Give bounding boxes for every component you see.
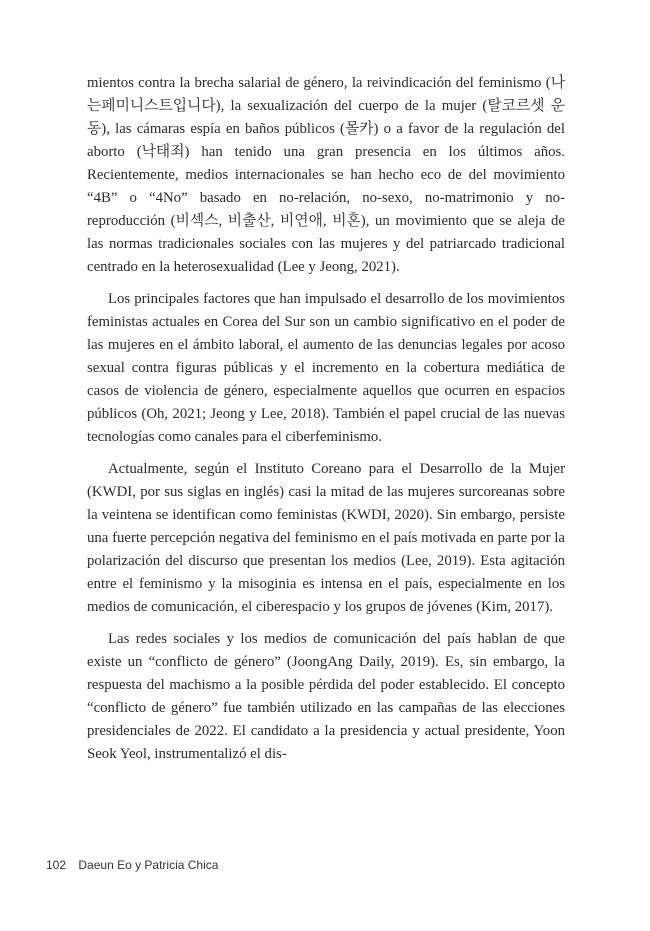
body-text <box>87 72 565 775</box>
page-number: 102 <box>46 858 67 872</box>
paragraph-4: Las redes sociales y los medios de comunicación del país hablan de que existe un “conflicto de género” (JoongAng Daily, 2019). Es, sin embargo, la respuesta del machismo a la posible pérdida del poder establecido. El concepto “conflicto de género” fue también utilizado en las campañas de las elecciones presidenciales de 2022. El candidato a la presidencia y actual presidente, Yoon Seok Yeol, instrumentalizó el dis- <box>87 631 565 762</box>
paragraph-1: mientos contra la brecha salarial de género, la reivindicación del feminismo (나는페미니스트입니다), la sexualización del cuerpo de la mujer (탈코르셋 운동), las cámaras espía en baños públicos (몰카) o a favor de la regulación del aborto (낙태죄) han tenido una gran presencia en los últimos años. Recientemente, medios internacionales se han hecho eco de del movimiento “4B” o “4No” basado en no-relación, no-sexo, no-matrimonio y no-reproducción (비섹스, 비출산, 비연애, 비혼), un movimiento que se aleja de las normas tradicionales sociales con las mujeres y del patriarcado tradicional centrado en la heterosexualidad (Lee y Jeong, 2021). <box>87 75 565 275</box>
running-footer-authors: Daeun Eo y Patricia Chica <box>78 858 219 872</box>
paragraph-2: Los principales factores que han impulsado el desarrollo de los movimientos feministas actuales en Corea del Sur son un cambio significativo en el poder de las mujeres en el ámbito laboral, el aumento de las denuncias legales por acoso sexual contra figuras públicas y el incremento en la cobertura mediática de casos de violencia de género, especialmente aquellos que ocurren en espacios públicos (Oh, 2021; Jeong y Lee, 2018). También el papel crucial de las nuevas tecnologías como canales para el ciberfeminismo. <box>87 291 565 445</box>
page-footer <box>46 858 218 872</box>
paragraph-3: Actualmente, según el Instituto Coreano para el Desarrollo de la Mujer (KWDI, por sus siglas en inglés) casi la mitad de las mujeres surcoreanas sobre la veintena se identifican como feministas (KWDI, 2020). Sin embargo, persiste una fuerte percepción negativa del feminismo en el país motivada en parte por la polarización del discurso que presentan los medios (Lee, 2019). Esta agitación entre el feminismo y la misoginia es intensa en el país, especialmente en los medios de comunicación, el ciberespacio y los grupos de jóvenes (Kim, 2017). <box>87 461 565 615</box>
